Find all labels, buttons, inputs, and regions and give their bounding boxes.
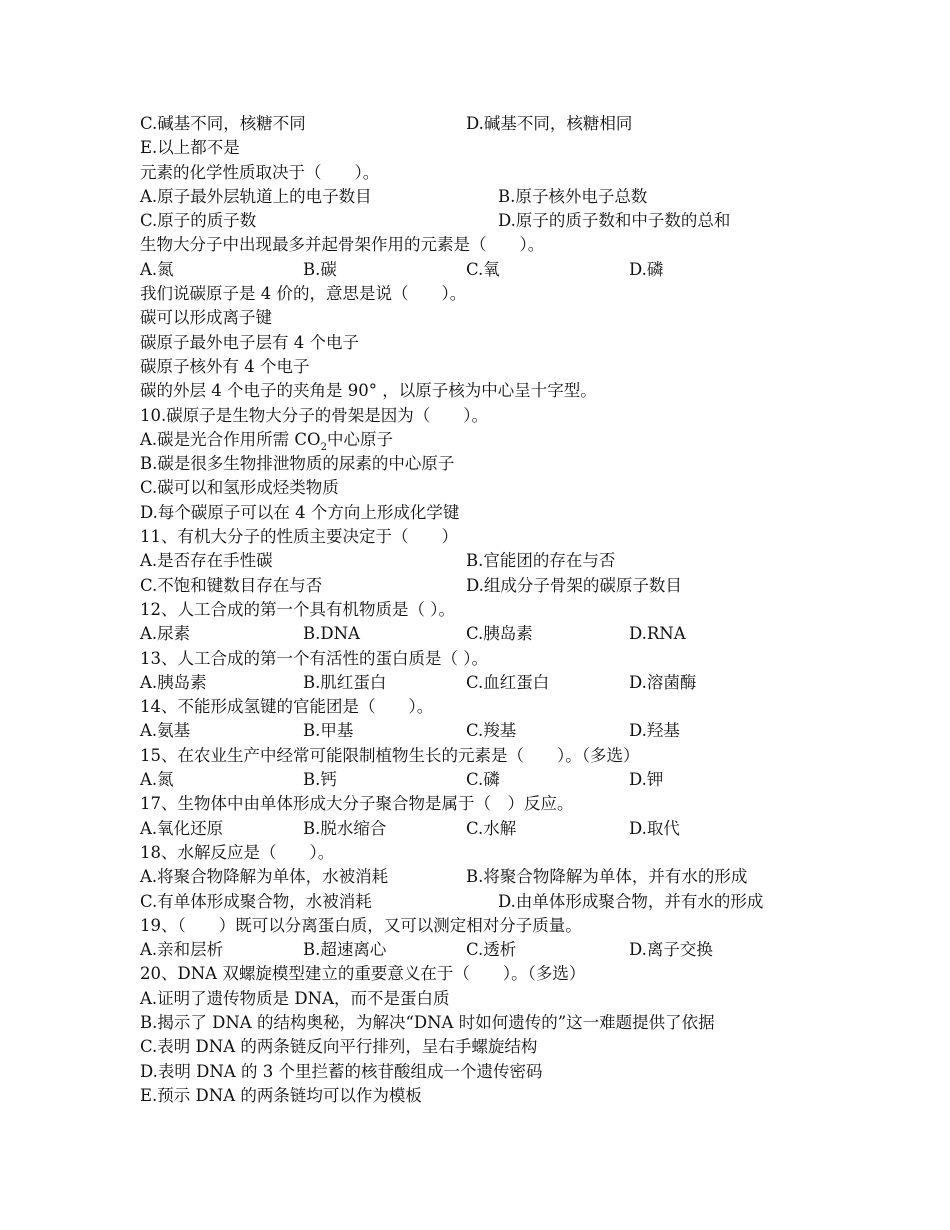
option-b: B.钙 — [303, 770, 337, 790]
option-text: A.碳是光合作用所需 CO — [140, 429, 321, 449]
text-line: 18、水解反应是（ ）。 — [140, 842, 335, 862]
text-line: 17、生物体中由单体形成大分子聚合物是属于（ ）反应。 — [140, 794, 574, 814]
option-b: B.超速离心 — [303, 940, 387, 960]
option-b: B.碳 — [303, 259, 337, 279]
option-b: B.DNA — [303, 624, 360, 644]
option-row — [140, 865, 900, 889]
option-b: D.原子的质子数和中子数的总和 — [498, 211, 731, 231]
option-row — [140, 671, 900, 695]
text-line: B.碳是很多生物排泄物质的尿素的中心原子 — [140, 454, 455, 474]
option-a: C.碱基不同，核糖不同 — [140, 114, 306, 133]
question-list — [140, 112, 900, 1108]
text-line: C.碳可以和氢形成烃类物质 — [140, 478, 339, 498]
option-c: C.胰岛素 — [466, 624, 533, 644]
text-line: 我们说碳原子是 4 价的，意思是说（ ）。 — [140, 284, 467, 304]
option-d: D.取代 — [629, 818, 680, 838]
option-row — [140, 938, 900, 962]
option-a: C.原子的质子数 — [140, 211, 257, 231]
option-b: B.将聚合物降解为单体，并有水的形成 — [466, 867, 748, 887]
option-a: A.尿素 — [140, 624, 191, 644]
option-row — [140, 574, 900, 598]
text-line: 10.碳原子是生物大分子的骨架是因为（ ）。 — [140, 405, 488, 425]
subscript: 2 — [320, 441, 327, 453]
option-b: D.由单体形成聚合物，并有水的形成 — [498, 891, 764, 911]
option-c: C.血红蛋白 — [466, 672, 550, 692]
option-b: B.原子核外电子总数 — [498, 186, 648, 206]
option-d: D.溶菌酶 — [629, 672, 697, 692]
option-c: C.磷 — [466, 770, 500, 790]
text-line: 20、DNA 双螺旋模型建立的重要意义在于（ ）。（多选） — [140, 964, 586, 984]
text-line: E.预示 DNA 的两条链均可以作为模板 — [140, 1085, 422, 1105]
option-row — [140, 209, 900, 233]
option-b: D.碱基不同，核糖相同 — [466, 114, 633, 133]
text-line: 碳可以形成离子键 — [140, 308, 272, 328]
option-a: A.氮 — [140, 259, 174, 279]
text-line: A.证明了遗传物质是 DNA，而不是蛋白质 — [140, 988, 450, 1008]
text-line: 元素的化学性质取决于（ ）。 — [140, 162, 380, 182]
option-b: B.脱水缩合 — [303, 818, 387, 838]
text-line: 15、在农业生产中经常可能限制植物生长的元素是（ ）。（多选） — [140, 745, 640, 765]
text-line: 19、（ ）既可以分离蛋白质，又可以测定相对分子质量。 — [140, 915, 582, 935]
option-d: D.磷 — [629, 259, 664, 279]
text-line: D.每个碳原子可以在 4 个方向上形成化学键 — [140, 502, 460, 522]
option-b: B.肌红蛋白 — [303, 672, 387, 692]
text-line: 13、人工合成的第一个有活性的蛋白质是（ ）。 — [140, 648, 488, 668]
option-a: A.胰岛素 — [140, 672, 207, 692]
option-text: 中心原子 — [326, 429, 393, 449]
text-line: 12、人工合成的第一个具有机物质是（ ）。 — [140, 599, 455, 619]
text-line: B.揭示了 DNA 的结构奥秘，为解决“DNA 时如何遗传的”这一难题提供了依据 — [140, 1012, 715, 1032]
option-c: C.水解 — [466, 818, 517, 838]
text-line: 碳的外层 4 个电子的夹角是 90° ，以原子核为中心呈十字型。 — [140, 381, 597, 401]
option-row — [140, 112, 900, 136]
option-d: D.羟基 — [629, 721, 680, 741]
option-a: A.将聚合物降解为单体，水被消耗 — [140, 867, 389, 887]
option-row — [140, 817, 900, 841]
option-a: A.原子最外层轨道上的电子数目 — [140, 186, 372, 206]
option-row — [140, 258, 900, 282]
option-d: D.RNA — [629, 624, 686, 644]
option-line — [140, 428, 900, 452]
option-a: C.不饱和键数目存在与否 — [140, 575, 323, 595]
option-d: D.离子交换 — [629, 940, 713, 960]
option-a: A.氧化还原 — [140, 818, 224, 838]
option-b: B.官能团的存在与否 — [466, 551, 616, 571]
option-b: B.甲基 — [303, 721, 354, 741]
option-row — [140, 185, 900, 209]
option-row — [140, 549, 900, 573]
option-c: C.透析 — [466, 940, 517, 960]
text-line: 生物大分子中出现最多并起骨架作用的元素是（ ）。 — [140, 235, 545, 255]
option-b: D.组成分子骨架的碳原子数目 — [466, 575, 682, 595]
option-a: A.是否存在手性碳 — [140, 551, 273, 571]
option-c: C.氧 — [466, 259, 500, 279]
option-row — [140, 622, 900, 646]
text-line: 碳原子最外电子层有 4 个电子 — [140, 332, 359, 352]
option-d: D.钾 — [629, 770, 664, 790]
option-a: A.氨基 — [140, 721, 191, 741]
text-line: 碳原子核外有 4 个电子 — [140, 356, 310, 376]
text-line: C.表明 DNA 的两条链反向平行排列，呈右手螺旋结构 — [140, 1037, 538, 1057]
option-a: A.亲和层析 — [140, 940, 224, 960]
option-row — [140, 719, 900, 743]
text-line: E.以上都不是 — [140, 138, 240, 158]
option-c: C.羧基 — [466, 721, 517, 741]
option-row — [140, 768, 900, 792]
text-line: 14、不能形成氢键的官能团是（ ）。 — [140, 697, 434, 717]
text-line: D.表明 DNA 的 3 个里拦蓄的核苷酸组成一个遗传密码 — [140, 1061, 543, 1081]
text-line: 11、有机大分子的性质主要决定于（ ） — [140, 527, 458, 547]
option-row — [140, 890, 900, 914]
option-a: C.有单体形成聚合物，水被消耗 — [140, 891, 372, 911]
option-a: A.氮 — [140, 770, 174, 790]
